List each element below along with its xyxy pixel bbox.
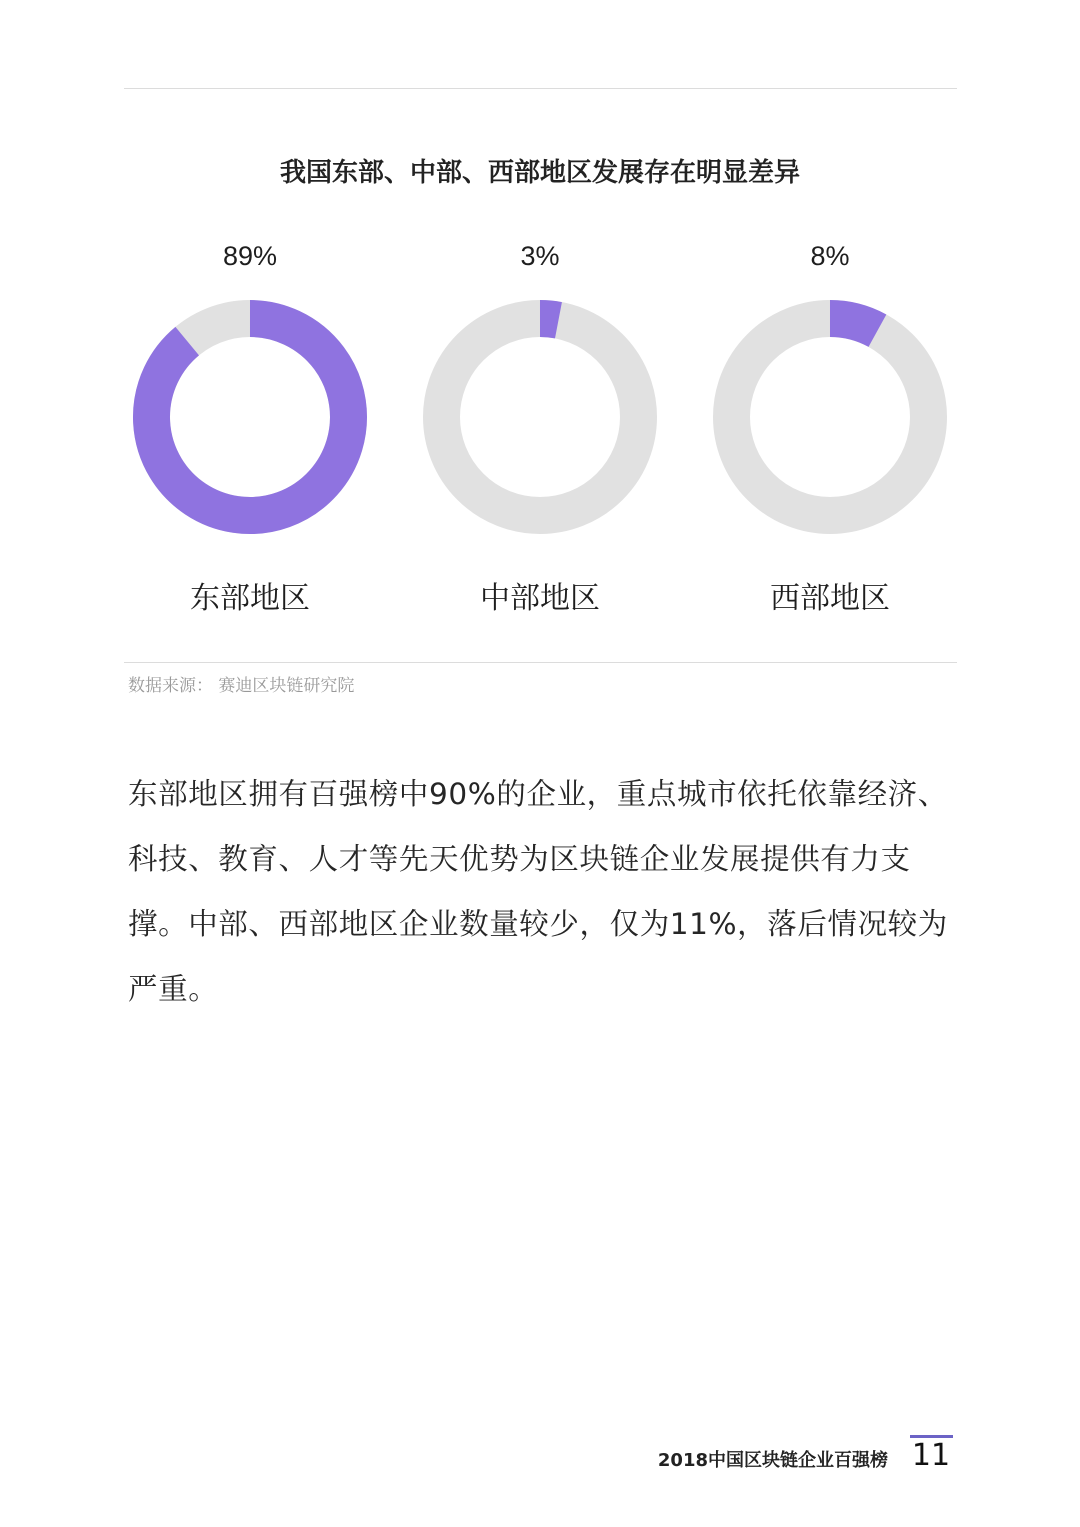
data-source: 数据来源： 赛迪区块链研究院: [128, 676, 355, 696]
donut-category-label: 东部地区: [190, 581, 310, 616]
chart-title: 我国东部、中部、西部地区发展存在明显差异: [279, 158, 800, 188]
donut-track: [442, 319, 639, 516]
page-number: 11: [911, 1438, 951, 1473]
donut-category-label: 中部地区: [480, 581, 600, 616]
source-rule: [124, 662, 957, 663]
donut-category-label: 西部地区: [770, 581, 890, 616]
donut-value-label: 89%: [222, 241, 278, 271]
donut-slice: [151, 319, 348, 516]
donut-slice: [540, 319, 558, 321]
donut-slice: [830, 319, 877, 331]
donut-value-label: 8%: [810, 241, 850, 271]
body-paragraph: 东部地区拥有百强榜中90%的企业，重点城市依托依靠经济、科技、教育、人才等先天优势为区块链企业发展提供有力支撑。中部、西部地区企业数量较少，仅为11%，落后情况较为严重。: [128, 777, 948, 1006]
donut-charts: [0, 225, 1080, 625]
donut-track: [732, 319, 929, 516]
top-rule: [124, 88, 957, 89]
donut-value-label: 3%: [520, 241, 560, 271]
footer-title: 2018中国区块链企业百强榜: [657, 1450, 888, 1471]
